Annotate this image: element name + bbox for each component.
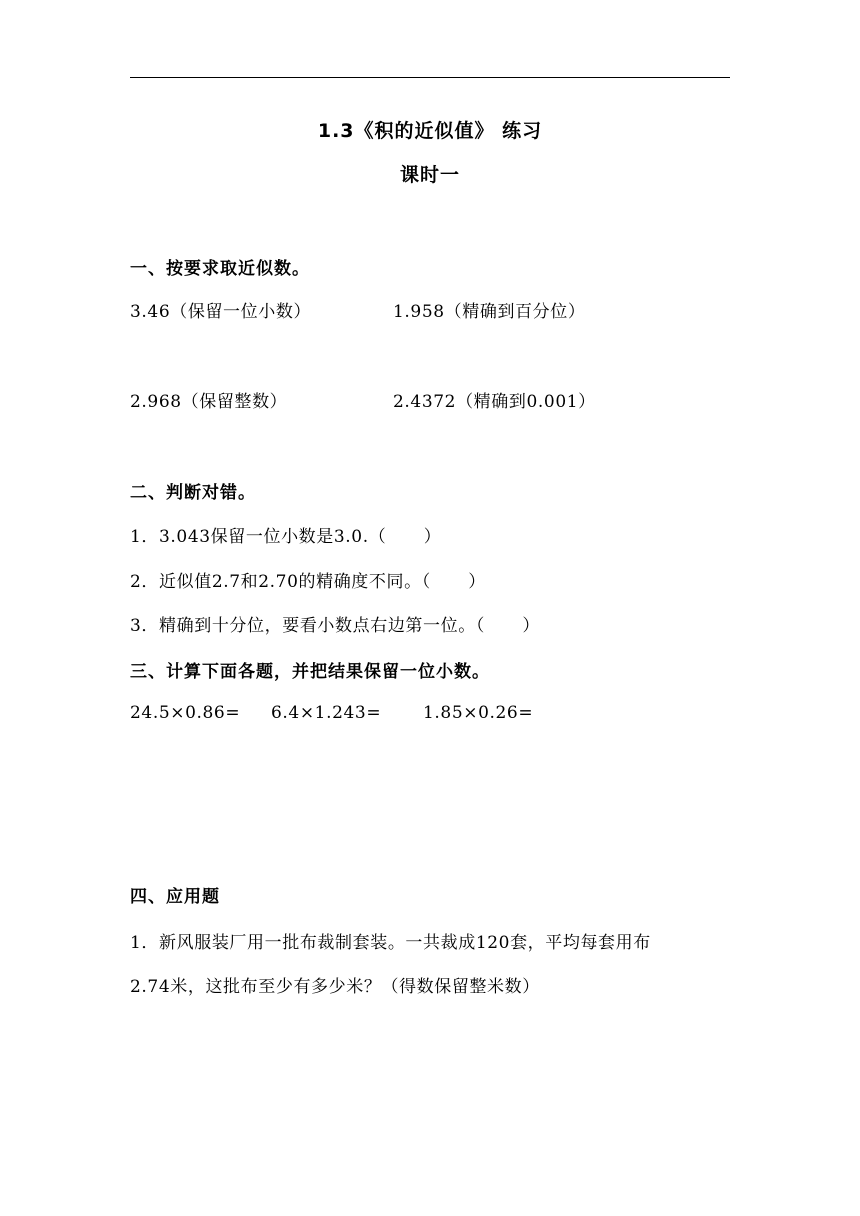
judge-item-2	[130, 567, 486, 592]
judge-item-1	[130, 522, 441, 547]
judge-item-3	[130, 611, 540, 636]
judge-item-1-close: ）	[423, 527, 442, 547]
section-1-heading: 一、按要求取近似数。	[130, 259, 310, 279]
section-1-item-1: 3.46（保留一位小数）	[130, 302, 312, 322]
word-problem-line-2: 2.74米，这批布至少有多少米？（得数保留整米数）	[130, 977, 540, 997]
section-1-item-4: 2.4372（精确到0.001）	[393, 392, 596, 412]
page-title: 1.3《积的近似值》 练习	[317, 120, 543, 142]
section-1-item-2: 1.958（精确到百分位）	[393, 302, 586, 322]
word-problem-line-1: 1．新风服装厂用一批布裁制套装。一共裁成120套，平均每套用布	[130, 933, 651, 953]
judge-item-3-close: ）	[522, 616, 540, 636]
calc-item-2: 6.4×1.243=	[271, 703, 382, 723]
judge-item-1-text: 1．3.043保留一位小数是3.0.（	[130, 527, 387, 547]
section-2-heading: 二、判断对错。	[130, 483, 256, 503]
header-rule	[130, 77, 730, 78]
section-4-heading: 四、应用题	[130, 887, 220, 907]
section-3-heading: 三、计算下面各题，并把结果保留一位小数。	[130, 662, 490, 682]
judge-item-2-text: 2．近似值2.7和2.70的精确度不同。（	[130, 572, 431, 592]
judge-item-3-text: 3．精确到十分位，要看小数点右边第一位。（	[130, 616, 485, 636]
calc-item-1: 24.5×0.86=	[130, 703, 241, 723]
section-1-item-3: 2.968（保留整数）	[130, 392, 288, 412]
calc-item-3: 1.85×0.26=	[423, 703, 534, 723]
page-subtitle: 课时一	[399, 164, 460, 186]
judge-item-2-close: ）	[468, 572, 486, 592]
